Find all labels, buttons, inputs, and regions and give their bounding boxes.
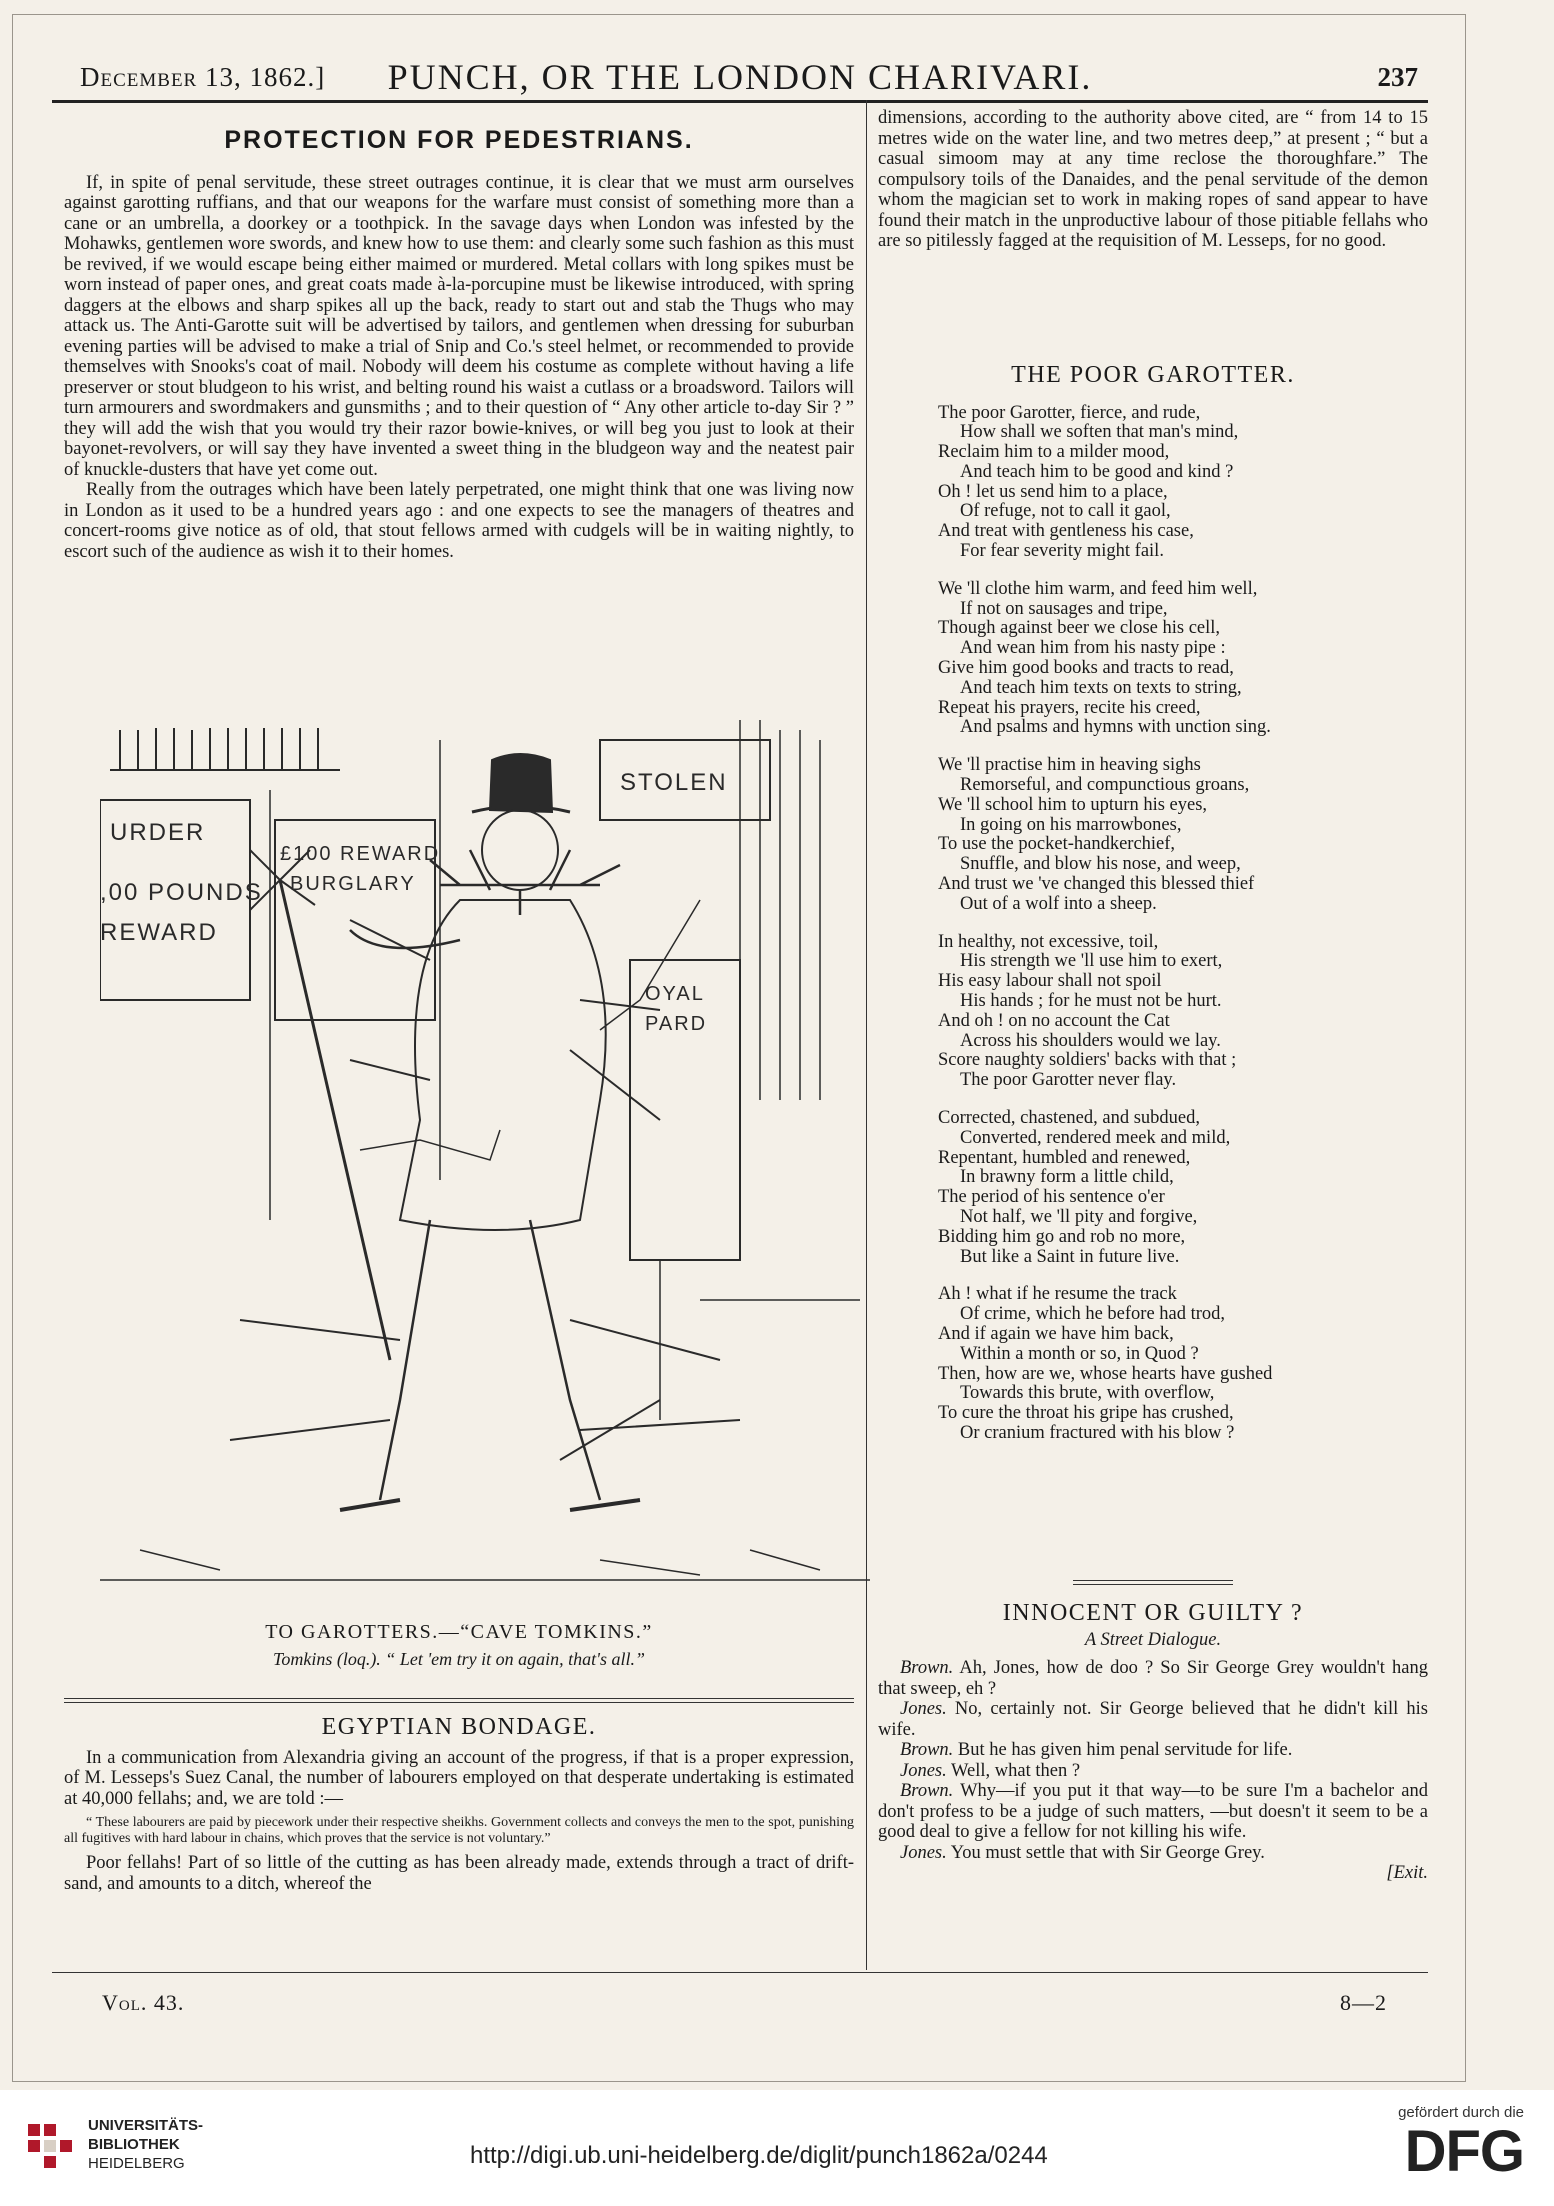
poem-line: And trust we 've changed this blessed thief xyxy=(938,874,1255,895)
poem-line: The period of his sentence o'er xyxy=(938,1187,1165,1208)
poem-line: Bidding him go and rob no more, xyxy=(938,1226,1186,1247)
poem-line: His strength we 'll use him to exert, xyxy=(960,951,1223,972)
poem-line: Snuffle, and blow his nose, and weep, xyxy=(960,854,1241,875)
library-name-line: UNIVERSITÄTS- xyxy=(88,2117,204,2134)
dfg-wordmark: DFG xyxy=(1404,2119,1524,2184)
poem-body xyxy=(878,404,1428,1444)
poem-line: If not on sausages and tripe, xyxy=(960,598,1168,619)
dialogue-line xyxy=(878,1658,1428,1699)
poem-stanza xyxy=(938,404,1428,562)
illustration-subcaption: Tomkins (loq.). “ Let 'em try it on again, that's all.” xyxy=(272,1648,646,1669)
dialogue-speaker: Jones. xyxy=(900,1842,947,1863)
poem-line: And treat with gentleness his case, xyxy=(938,521,1194,542)
dialogue-text: No, certainly not. Sir George believed that he didn't kill his wife. xyxy=(878,1699,1428,1740)
dialogue-line xyxy=(878,1781,1428,1843)
page-header xyxy=(52,50,1428,98)
dialogue-title: INNOCENT OR GUILTY ? xyxy=(1002,1600,1304,1626)
poem-line: Score naughty soldiers' backs with that ; xyxy=(938,1050,1237,1071)
dialogue-body xyxy=(878,1658,1428,1863)
section-rule xyxy=(1073,1580,1233,1585)
poem-stanza xyxy=(938,1285,1428,1443)
poem-line: In brawny form a little child, xyxy=(960,1167,1174,1188)
article-title-egyptian: EGYPTIAN BONDAGE. xyxy=(321,1714,597,1740)
dialogue-text: You must settle that with Sir George Grey. xyxy=(946,1842,1265,1863)
article-protection xyxy=(64,126,854,562)
sign-reward-100: £100 REWARD xyxy=(280,843,441,865)
masthead-title: PUNCH, OR THE LONDON CHARIVARI. xyxy=(387,57,1093,97)
sign-burglary: BURGLARY xyxy=(290,873,416,895)
poem-line: And wean him from his nasty pipe : xyxy=(960,638,1226,659)
egyptian-continued xyxy=(878,108,1428,252)
poem-line: Corrected, chastened, and subdued, xyxy=(938,1108,1200,1128)
poem-line: In healthy, not excessive, toil, xyxy=(938,931,1159,952)
poem-line: To cure the throat his gripe has crushed, xyxy=(938,1403,1234,1424)
article-paragraph: Poor fellahs! Part of so little of the cutting as has been already made, extends through a tract of drift-sand, and amounts to a ditch, whereof the xyxy=(64,1853,854,1894)
permalink-url[interactable]: http://digi.ub.uni-heidelberg.de/diglit/punch1862a/0244 xyxy=(470,2142,1048,2169)
dialogue-text: Well, what then ? xyxy=(946,1760,1081,1781)
poem-line: And teach him to be good and kind ? xyxy=(960,461,1234,482)
poem-line: Reclaim him to a milder mood, xyxy=(938,442,1170,463)
poem-line: For fear severity might fail. xyxy=(960,541,1164,562)
poem-line: Then, how are we, whose hearts have gushed xyxy=(938,1363,1273,1384)
poem-line: The poor Garotter, fierce, and rude, xyxy=(938,402,1201,423)
poem-line: Or cranium fractured with his blow ? xyxy=(960,1422,1235,1443)
spiked-coat xyxy=(400,900,606,1230)
poem-line: To use the pocket-handkerchief, xyxy=(938,834,1176,855)
issue-date: December 13, 1862.] xyxy=(80,62,326,92)
poem-line: We 'll school him to upturn his eyes, xyxy=(938,794,1208,815)
dialogue-line xyxy=(878,1740,1428,1761)
library-name-line: BIBLIOTHEK xyxy=(88,2136,180,2153)
poem-stanza xyxy=(938,580,1428,738)
dialogue-text: Ah, Jones, how de doo ? So Sir George Grey wouldn't hang that sweep, eh ? xyxy=(878,1658,1428,1699)
poem-line: Of crime, which he before had trod, xyxy=(960,1304,1226,1325)
poem-line: And teach him texts on texts to string, xyxy=(960,677,1242,698)
volume-number: Vol. 43. xyxy=(102,1990,185,2015)
dialogue-line xyxy=(878,1843,1428,1864)
dialogue-line xyxy=(878,1699,1428,1740)
dialogue-text: Why—if you put it that way—to be sure I'm a bachelor and don't profess to be a judge of such matters, —but doesn't it seem to be a good deal to give a fellow for not killing his wife. xyxy=(878,1781,1428,1842)
sign-pounds: ,00 POUNDS xyxy=(100,879,263,906)
poem-line: Out of a wolf into a sheep. xyxy=(960,893,1157,914)
dialogue-speaker: Brown. xyxy=(900,1781,954,1801)
article-egyptian xyxy=(64,1698,854,1894)
dialogue-text: But he has given him penal servitude for life. xyxy=(953,1740,1293,1760)
poem-line: Repentant, humbled and renewed, xyxy=(938,1147,1191,1168)
poem-line: Remorseful, and compunctious groans, xyxy=(960,775,1250,796)
poem-line: His hands ; for he must not be hurt. xyxy=(960,991,1222,1012)
poem-line: And psalms and hymns with unction sing. xyxy=(960,717,1271,738)
page-number: 237 xyxy=(1377,62,1418,92)
signature-mark: 8—2 xyxy=(1340,1990,1387,2015)
poem-line: Towards this brute, with overflow, xyxy=(960,1383,1215,1404)
funding-note: gefördert durch die xyxy=(1398,2104,1524,2121)
article-paragraph: dimensions, according to the authority above cited, are “ from 14 to 15 metres wide on the water line, and two metres deep,” at present ; “ but a casual simoom may at any time reclose the thoroughfare.” The compulsory toils of the Danaides, and the penal servitude of the demon whom the magician set to work in making ropes of sand appear to have found their match in the unproductive labour of those pitiable fellahs who are so pitilessly fagged at the requisition of M. Lesseps, for no good. xyxy=(878,108,1428,251)
poem-line: In going on his marrowbones, xyxy=(960,814,1182,835)
library-logo[interactable] xyxy=(22,2112,232,2192)
footer-rule xyxy=(52,1972,1428,1973)
poem-line: Repeat his prayers, recite his creed, xyxy=(938,697,1201,718)
section-rule xyxy=(64,1698,854,1703)
header-rule xyxy=(52,100,1428,103)
article-paragraph: In a communication from Alexandria giving an account of the progress, if that is a proper expression, of M. Lesseps's Suez Canal, the number of labourers employed on that desperate undertaking is estimated at 40,000 fellahs; and, we are told :— xyxy=(64,1747,854,1809)
illustration-caption-block xyxy=(64,1622,854,1669)
exit-direction: [Exit. xyxy=(1386,1863,1428,1883)
dialogue-line xyxy=(878,1761,1428,1782)
poem-line: Within a month or so, in Quod ? xyxy=(960,1343,1199,1364)
dialogue-speaker: Jones. xyxy=(900,1699,947,1719)
poem-line: And oh ! on no account the Cat xyxy=(938,1010,1170,1031)
poem-line: Give him good books and tracts to read, xyxy=(938,658,1234,679)
poem-title: THE POOR GAROTTER. xyxy=(1011,362,1295,388)
poem-line: Not half, we 'll pity and forgive, xyxy=(960,1206,1198,1227)
spiked-collar xyxy=(430,850,620,915)
sign-murder: URDER xyxy=(110,819,206,846)
sign-reward: REWARD xyxy=(100,919,218,946)
poem-line: And if again we have him back, xyxy=(938,1323,1174,1344)
figure-head xyxy=(482,810,558,890)
poem-line: Oh ! let us send him to a place, xyxy=(938,481,1168,502)
article-paragraph: If, in spite of penal servitude, these street outrages continue, it is clear that we must arm ourselves against garotting ruffians, and that our weapons for the warfare must consist of something more than a cane or an umbrella, a doorkey or a toothpick. In the savage days when London was infested by the Mohawks, gentlemen wore swords, and knew how to use them: and clearly some such fashion as this must be revived, if we would escape being either maimed or murdered. Metal collars with long spikes must be worn instead of paper ones, and great coats made à-la-porcupine must be likewise introduced, with spring daggers at the elbows and sharp spikes all up the back, ready to start out and stab the Thugs who may attack us. The Anti-Garotte suit will be advertised by tailors, and gentlemen when dressing for suburban evening parties will be advised to make a trial of Snip and Co.'s steel helmet, or recommended to provide themselves with Snooks's coat of mail. Nobody will deem his costume as complete without having a life preserver or stout bludgeon to his wrist, and belting round his waist a cutlass or a broadsword. Tailors will turn armourers and swordmakers and gunsmiths ; and to their question of “ Any other article to-day Sir ? ” they will add the wish that you would try their razor bowie-knives, or will beg you just to look at their bayonet-revolvers, or will say they have invented a sweet thing in the bludgeon way and the neatest pair of knuckle-dusters that have yet come out. xyxy=(64,172,854,480)
dialogue-speaker: Brown. xyxy=(900,1658,954,1678)
top-hat xyxy=(490,754,552,812)
poem-stanza xyxy=(938,933,1428,1091)
poem-stanza xyxy=(938,756,1428,914)
poem-line: The poor Garotter never flay. xyxy=(960,1070,1177,1091)
sign-placard: PARD xyxy=(645,1013,708,1035)
poem-line: Across his shoulders would we lay. xyxy=(960,1030,1221,1051)
poem-line: Of refuge, not to call it gaol, xyxy=(960,501,1171,522)
garotter-cartoon xyxy=(100,700,870,1620)
poem-line: Ah ! what if he resume the track xyxy=(938,1284,1177,1305)
railings xyxy=(110,728,340,770)
poem-poor-garotter xyxy=(878,362,1428,1462)
poem-line: We 'll practise him in heaving sighs xyxy=(938,755,1201,776)
poem-line: His easy labour shall not spoil xyxy=(938,971,1162,992)
library-emblem-icon xyxy=(22,2118,82,2178)
poem-line: Though against beer we close his cell, xyxy=(938,618,1221,639)
sign-stolen: STOLEN xyxy=(620,769,728,796)
illustration-caption: TO GAROTTERS.—“CAVE TOMKINS.” xyxy=(265,1621,653,1643)
article-title-protection: PROTECTION FOR PEDESTRIANS. xyxy=(224,126,694,154)
poem-line: How shall we soften that man's mind, xyxy=(960,422,1239,443)
library-name-line: HEIDELBERG xyxy=(88,2155,185,2172)
dialogue-speaker: Brown. xyxy=(900,1740,954,1760)
article-paragraph: Really from the outrages which have been lately perpetrated, one might think that one was living now in London as it used to be a hundred years ago : and one expects to see the managers of theatres and concert-rooms give notice as of old, that stout fellows armed with cudgels will be in waiting nightly, to escort such of the audience as wish it to their homes. xyxy=(64,480,854,562)
poem-stanza xyxy=(938,1109,1428,1267)
article-innocent-guilty xyxy=(878,1580,1428,1884)
figure-legs xyxy=(380,1220,600,1500)
digitization-banner xyxy=(0,2090,1554,2206)
quoted-report: “ These labourers are paid by piecework under their respective sheikhs. Government collects and conveys the men to the spot, punishing all fugitives with hard labour in chains, which proves that the service is not voluntary.” xyxy=(64,1815,854,1846)
spiked-umbrella xyxy=(280,880,390,1360)
dialogue-speaker: Jones. xyxy=(900,1760,947,1781)
dialogue-subtitle: A Street Dialogue. xyxy=(1084,1629,1222,1650)
poem-line: Converted, rendered meek and mild, xyxy=(960,1127,1231,1148)
poem-line: But like a Saint in future live. xyxy=(960,1246,1180,1267)
sign-royal: OYAL xyxy=(645,983,705,1005)
dfg-logo[interactable] xyxy=(1374,2104,1524,2196)
poem-line: We 'll clothe him warm, and feed him well, xyxy=(938,578,1258,599)
